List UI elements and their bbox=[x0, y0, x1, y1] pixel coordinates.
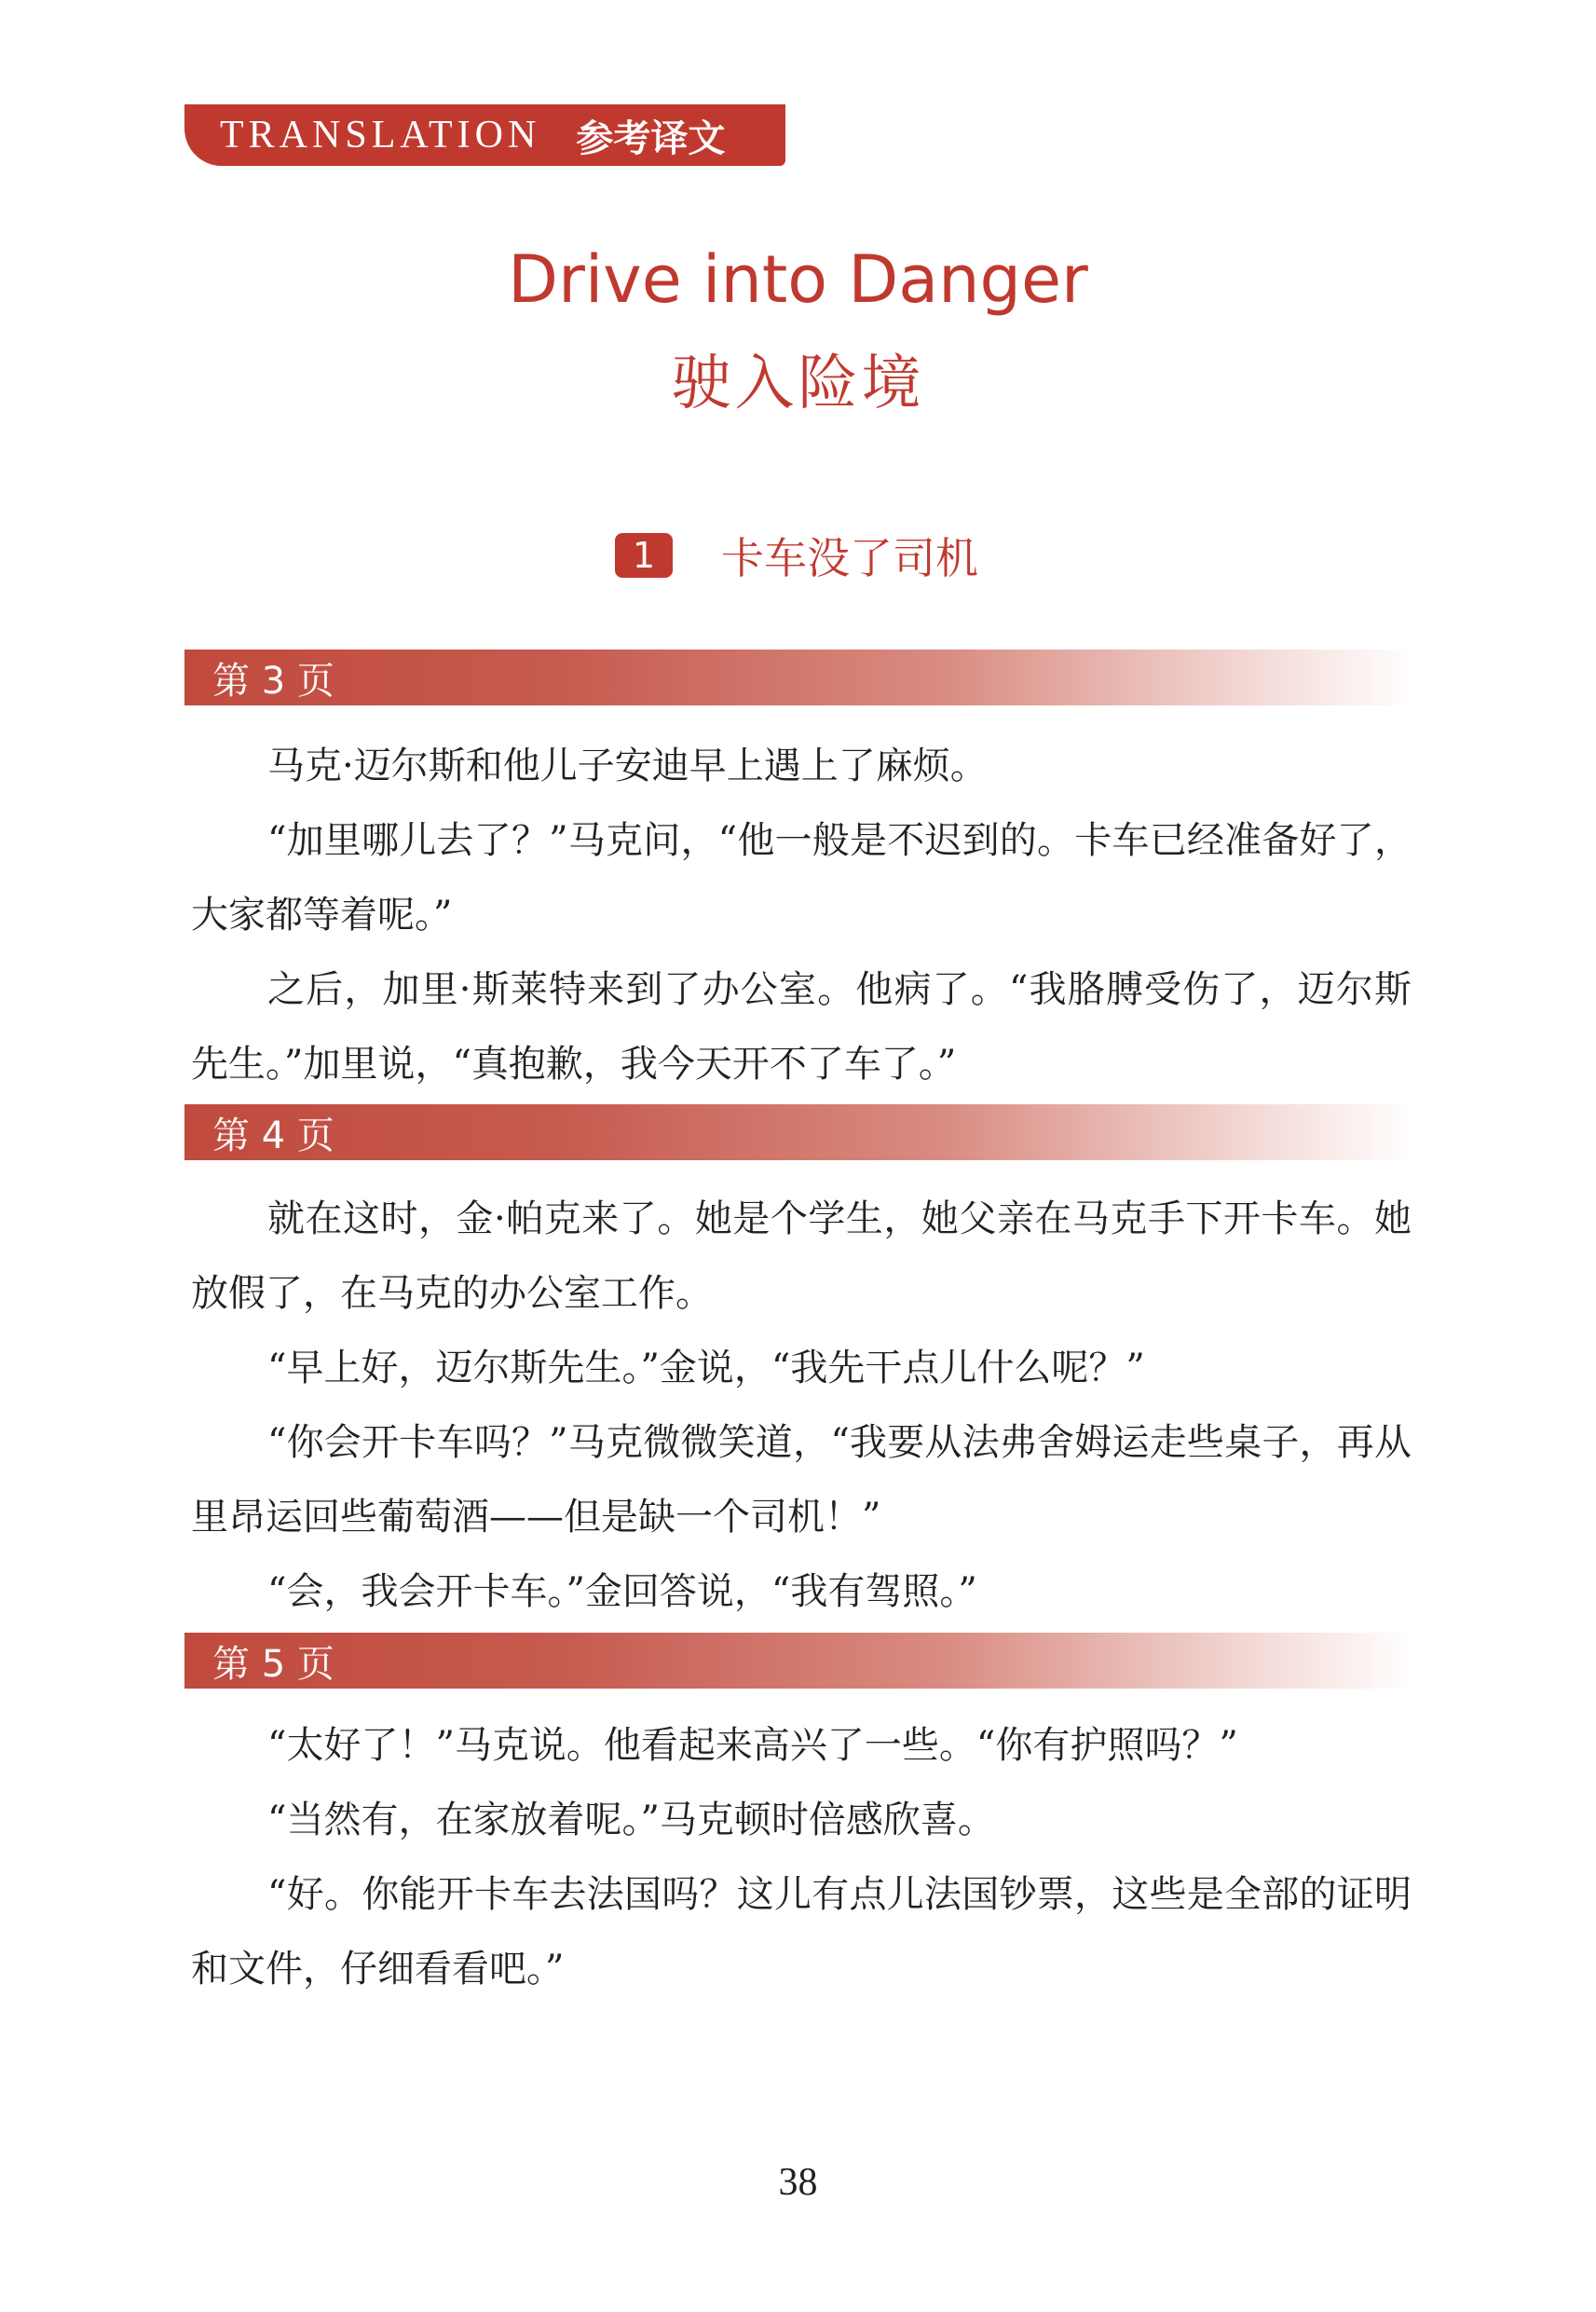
page-number: 38 bbox=[778, 2161, 818, 2204]
page-label-band bbox=[184, 650, 1414, 705]
header-label-zh: 参考译文 bbox=[576, 116, 726, 160]
chapter-heading bbox=[615, 529, 978, 581]
chapter-title: 卡车没了司机 bbox=[721, 533, 978, 583]
page-label: 第 5 页 bbox=[212, 1642, 334, 1686]
page-label: 第 4 页 bbox=[212, 1114, 334, 1157]
paragraph: “当然有，在家放着呢。”马克顿时倍感欣喜。 bbox=[267, 1799, 995, 1841]
paragraph: “你会开卡车吗？”马克微微笑道，“我要从法弗舍姆运走些桌子，再从里昂运回些葡萄酒——但是缺一个司机！” bbox=[191, 1421, 1412, 1539]
paragraph: “早上好，迈尔斯先生。”金说，“我先干点儿什么呢？” bbox=[267, 1347, 1145, 1389]
page-title-en: Drive into Danger bbox=[508, 241, 1088, 318]
translation-header-tab bbox=[184, 104, 785, 166]
page-label: 第 3 页 bbox=[212, 659, 334, 703]
chapter-number-badge: 1 bbox=[615, 533, 673, 578]
paragraph: “太好了！”马克说。他看起来高兴了一些。“你有护照吗？” bbox=[267, 1724, 1238, 1767]
header-label-en: TRANSLATION bbox=[220, 114, 541, 157]
paragraph: “会，我会开卡车。”金回答说，“我有驾照。” bbox=[267, 1570, 977, 1613]
page-title-zh: 驶入险境 bbox=[671, 349, 925, 418]
paragraph: 之后，加里·斯莱特来到了办公室。他病了。“我胳膊受伤了，迈尔斯先生。”加里说，“真抱歉，我今天开不了车了。” bbox=[191, 968, 1412, 1086]
page-label-band bbox=[184, 1633, 1414, 1689]
paragraph: “加里哪儿去了？”马克问，“他一般是不迟到的。卡车已经准备好了，大家都等着呢。” bbox=[191, 819, 1412, 937]
paragraph: 马克·迈尔斯和他儿子安迪早上遇上了麻烦。 bbox=[267, 745, 988, 787]
page-label-band bbox=[184, 1104, 1414, 1160]
paragraph: 就在这时，金·帕克来了。她是个学生，她父亲在马克手下开卡车。她放假了，在马克的办公室工作。 bbox=[191, 1197, 1412, 1315]
paragraph: “好。你能开卡车去法国吗？这儿有点儿法国钞票，这些是全部的证明和文件，仔细看看吧。” bbox=[191, 1873, 1412, 1991]
